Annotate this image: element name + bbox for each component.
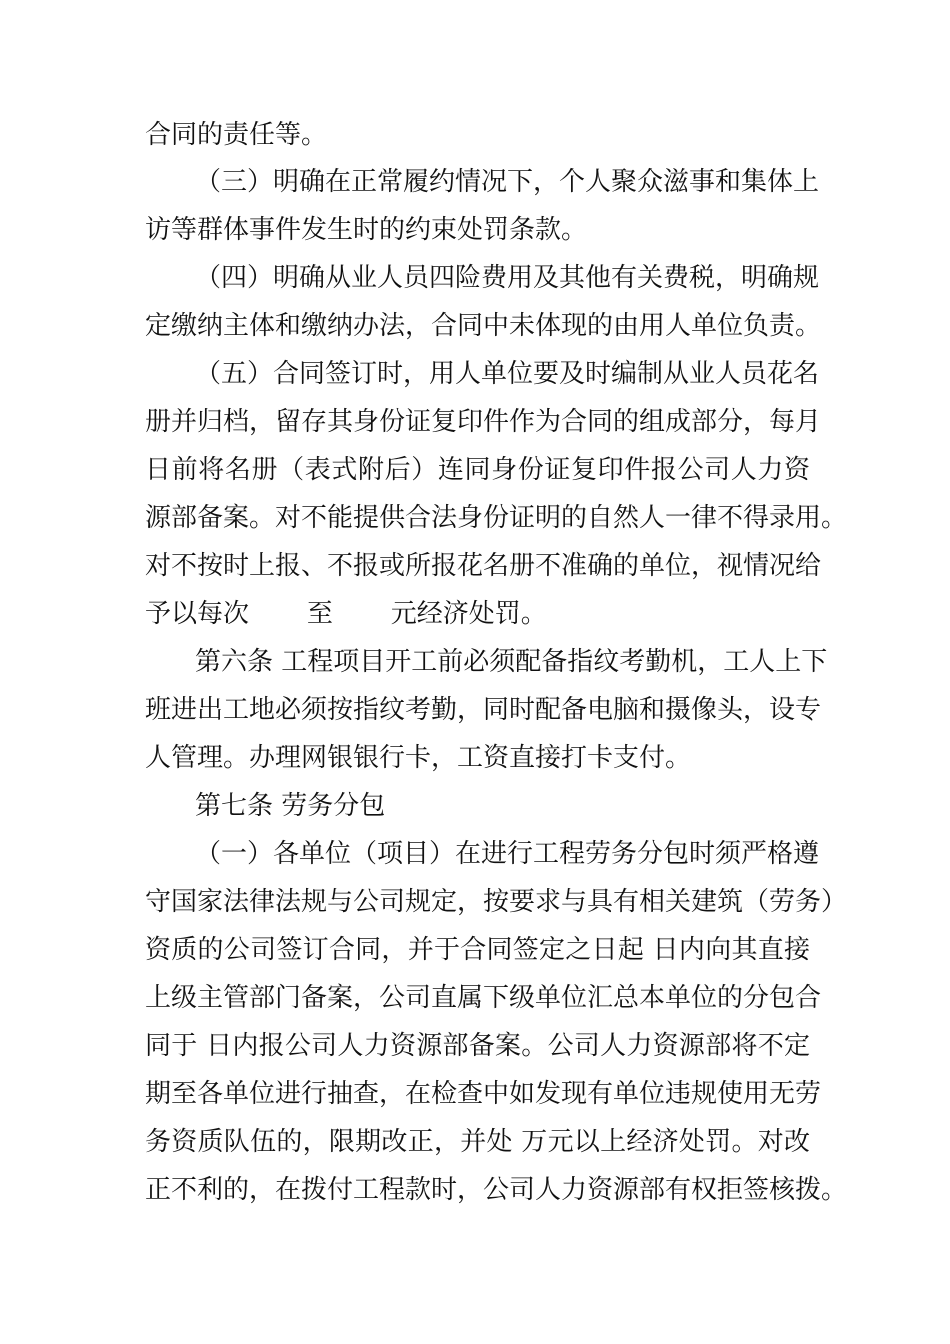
text-line: 资质的公司签订合同，并于合同签定之日起 日内向其直接 bbox=[145, 935, 810, 965]
text-line: 同于 日内报公司人力资源部备案。公司人力资源部将不定 bbox=[145, 1031, 810, 1061]
text-line: 守国家法律法规与公司规定，按要求与具有相关建筑（劳务） bbox=[145, 887, 848, 917]
text-line: 正不利的，在拨付工程款时，公司人力资源部有权拒签核拨。 bbox=[145, 1175, 848, 1205]
text-line: 对不按时上报、不报或所报花名册不准确的单位，视情况给 bbox=[145, 551, 822, 581]
text-line: （五）合同签订时，用人单位要及时编制从业人员花名 bbox=[195, 359, 820, 389]
text-line: 第六条 工程项目开工前必须配备指纹考勤机，工人上下 bbox=[195, 647, 828, 677]
section-heading: 第七条 劳务分包 bbox=[195, 791, 386, 821]
text-line: 日前将名册（表式附后）连同身份证复印件报公司人力资 bbox=[145, 455, 810, 485]
text-line: （四）明确从业人员四险费用及其他有关费税，明确规 bbox=[195, 263, 820, 293]
text-line: 人管理。办理网银银行卡，工资直接打卡支付。 bbox=[145, 743, 692, 773]
text-line: 班进出工地必须按指纹考勤，同时配备电脑和摄像头，设专 bbox=[145, 695, 822, 725]
text-line: 访等群体事件发生时的约束处罚条款。 bbox=[145, 215, 588, 245]
text-line: 源部备案。对不能提供合法身份证明的自然人一律不得录用。 bbox=[145, 503, 848, 533]
text-line: （三）明确在正常履约情况下，个人聚众滋事和集体上 bbox=[195, 167, 820, 197]
text-line: 上级主管部门备案，公司直属下级单位汇总本单位的分包合 bbox=[145, 983, 822, 1013]
text-line: （一）各单位（项目）在进行工程劳务分包时须严格遵 bbox=[195, 839, 820, 869]
text-line: 定缴纳主体和缴纳办法，合同中未体现的由用人单位负责。 bbox=[145, 311, 822, 341]
text-line: 务资质队伍的，限期改正，并处 万元以上经济处罚。对改 bbox=[145, 1127, 810, 1157]
text-line: 册并归档，留存其身份证复印件作为合同的组成部分，每月 bbox=[145, 407, 822, 437]
text-line: 予以每次 至 元经济处罚。 bbox=[145, 599, 547, 629]
text-line: 期至各单位进行抽查，在检查中如发现有单位违规使用无劳 bbox=[145, 1079, 822, 1109]
text-line: 合同的责任等。 bbox=[145, 120, 328, 150]
